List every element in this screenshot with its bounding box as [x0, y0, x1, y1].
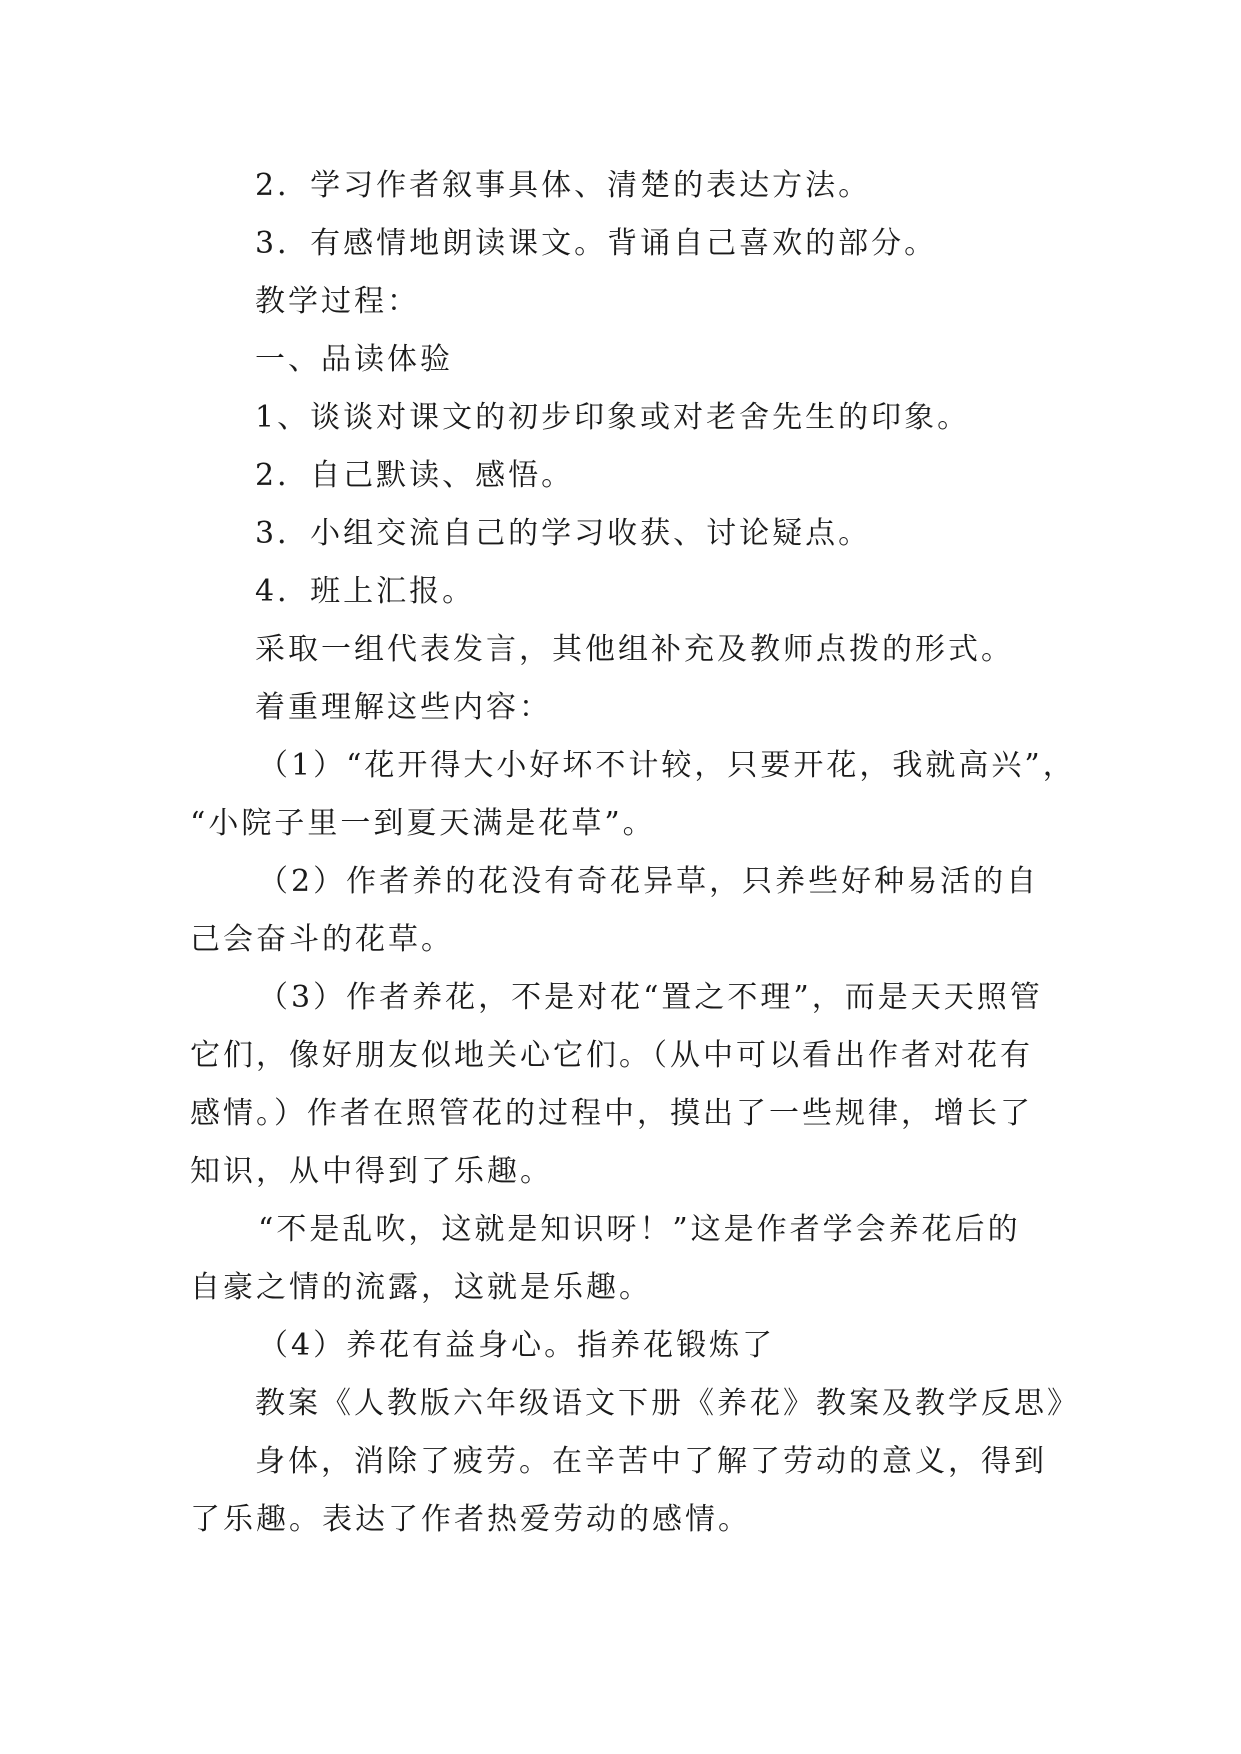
paragraph-line: 它们，像好朋友似地关心它们。（从中可以看出作者对花有: [190, 1038, 1033, 1073]
paragraph-line: 感情。）作者在照管花的过程中，摸出了一些规律，增长了: [190, 1096, 1033, 1131]
paragraph-line: 着重理解这些内容：: [255, 690, 552, 725]
section-heading: 一、品读体验: [255, 342, 453, 377]
paragraph-line: 己会奋斗的花草。: [190, 922, 454, 957]
list-item: 2．自己默读、感悟。: [255, 458, 575, 493]
paragraph-line: 3．有感情地朗读课文。背诵自己喜欢的部分。: [255, 226, 938, 261]
paragraph-line: 了乐趣。表达了作者热爱劳动的感情。: [190, 1502, 751, 1537]
paragraph-line: 身体，消除了疲劳。在辛苦中了解了劳动的意义，得到: [255, 1444, 1047, 1479]
list-item: 3．小组交流自己的学习收获、讨论疑点。: [255, 516, 872, 551]
paragraph-line: “小院子里一到夏天满是花草”。: [190, 806, 656, 841]
paragraph-line: 2．学习作者叙事具体、清楚的表达方法。: [255, 168, 872, 203]
paragraph-line: “不是乱吹，这就是知识呀！”这是作者学会养花后的: [258, 1212, 1021, 1247]
paragraph-line: 自豪之情的流露，这就是乐趣。: [190, 1270, 652, 1305]
list-item: 1、谈谈对课文的初步印象或对老舍先生的印象。: [255, 400, 971, 435]
paragraph-line: （4）养花有益身心。指养花锻炼了: [258, 1328, 776, 1363]
paragraph-line: 知识，从中得到了乐趣。: [190, 1154, 553, 1189]
section-heading: 教学过程：: [255, 284, 420, 319]
list-item: 4．班上汇报。: [255, 574, 476, 609]
paragraph-line: 采取一组代表发言，其他组补充及教师点拨的形式。: [255, 632, 1014, 667]
paragraph-line: （1）“花开得大小好坏不计较，只要开花，我就高兴”，: [258, 748, 1076, 783]
paragraph-line: （3）作者养花，不是对花“置之不理”，而是天天照管: [258, 980, 1043, 1015]
paragraph-line: （2）作者养的花没有奇花异草，只养些好种易活的自: [258, 864, 1040, 899]
paragraph-line: 教案《人教版六年级语文下册《养花》教案及教学反思》: [255, 1386, 1080, 1421]
